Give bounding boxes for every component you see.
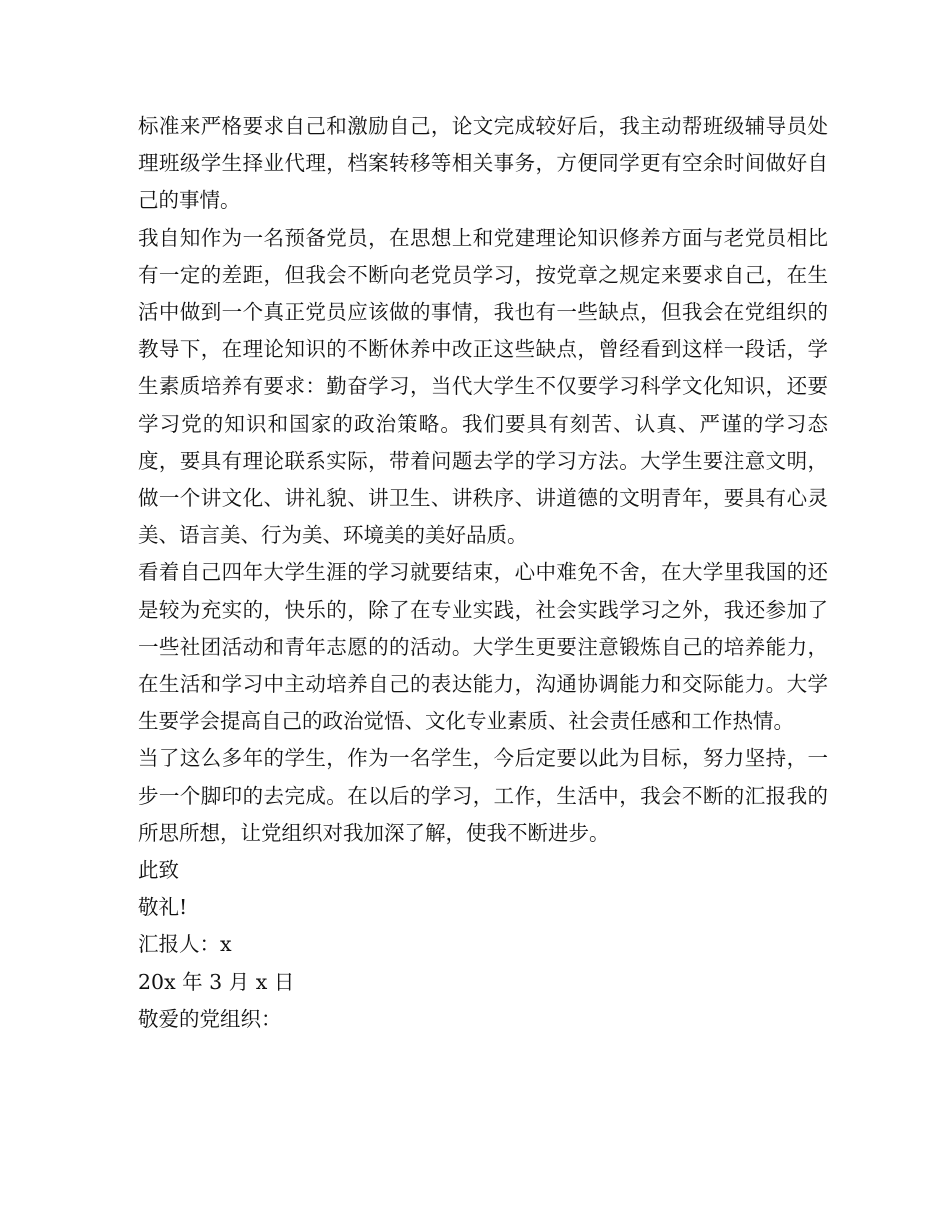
date-line: 20x 年 3 月 x 日 (138, 969, 295, 994)
salute-line: 敬礼! (138, 895, 188, 920)
body-paragraph-4: 当了这么多年的学生，作为一名学生，今后定要以此为目标，努力坚持，一步一个脚印的去完成。在以后的学习，工作，生活中，我会不断的汇报我的所思所想，让党组织对我加深了解，使我不断进步。 (138, 746, 828, 845)
reporter-line: 汇报人：x (138, 932, 232, 957)
body-paragraph-2: 我自知作为一名预备党员，在思想上和党建理论知识修养方面与老党员相比有一定的差距，但我会不断向老党员学习，按党章之规定来要求自己，在生活中做到一个真正党员应该做的事情，我也有一些缺点，但我会在党组织的教导下，在理论知识的不断休养中改正这些缺点，曾经看到这样一段话，学生素质培养有要求：勤奋学习，当代大学生不仅要学习科学文化知识，还要学习党的知识和国家的政治策略。我们要具有刻苦、认真、严谨的学习态度，要具有理论联系实际，带着问题去学的学习方法。大学生要注意文明，做一个讲文化、讲礼貌、讲卫生、讲秩序、讲道德的文明青年，要具有心灵美、语言美、行为美、环境美的美好品质。 (138, 225, 828, 548)
next-greeting-line: 敬爱的党组织： (138, 1006, 282, 1031)
closing-line: 此致 (138, 858, 179, 883)
body-paragraph-3: 看着自己四年大学生涯的学习就要结束，心中难免不舍，在大学里我国的还是较为充实的，快乐的，除了在专业实践，社会实践学习之外，我还参加了一些社团活动和青年志愿的的活动。大学生更要注意锻炼自己的培养能力，在生活和学习中主动培养自己的表达能力，沟通协调能力和交际能力。大学生要学会提高自己的政治觉悟、文化专业素质、社会责任感和工作热情。 (138, 560, 828, 734)
body-paragraph-1: 标准来严格要求自己和激励自己，论文完成较好后，我主动帮班级辅导员处理班级学生择业代理，档案转移等相关事务，方便同学更有空余时间做好自己的事情。 (138, 114, 828, 213)
document-page (138, 108, 828, 1038)
